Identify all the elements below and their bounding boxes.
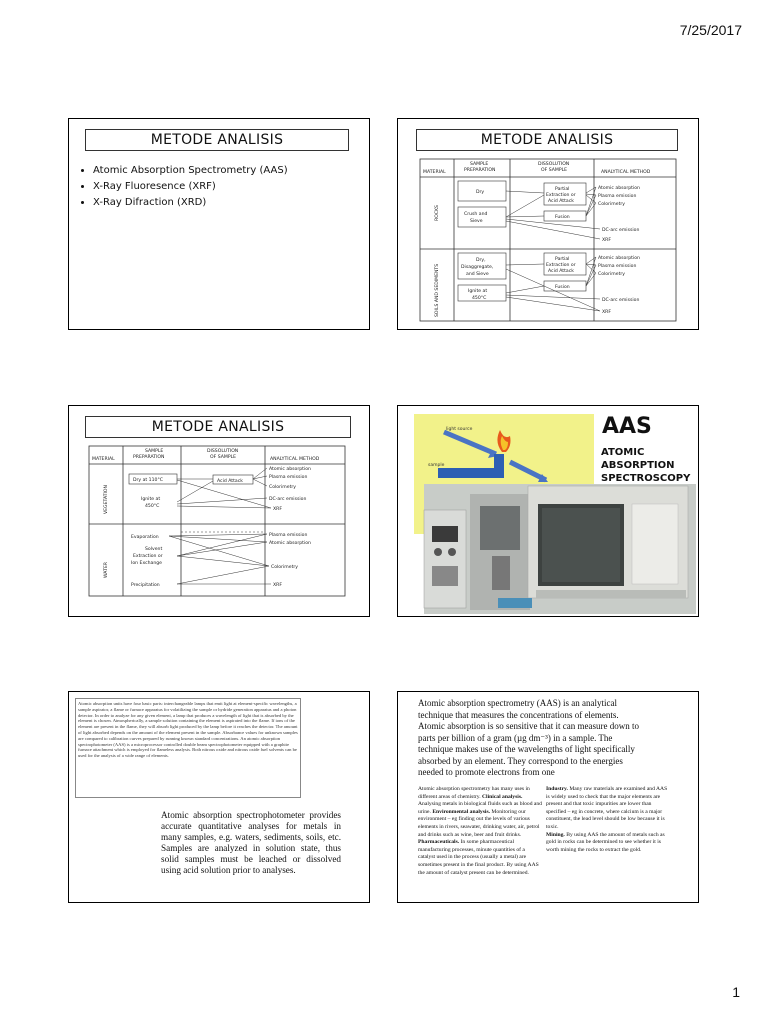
dis-partial3: Acid Attack — [548, 199, 574, 204]
method-color: Colorimetry — [269, 485, 296, 490]
text-clinical: Analysing metals in biological fluids such as blood and urine. — [418, 801, 542, 815]
method-aa: Atomic absorption — [269, 467, 311, 472]
col-header-sample: SAMPLE — [145, 449, 164, 454]
method-aa-2: Atomic absorption — [269, 541, 311, 546]
dis-acid: Acid Attack — [217, 479, 243, 484]
col-header-dissolution: DISSOLUTION — [538, 162, 570, 167]
page-date: 7/25/2017 — [679, 22, 742, 38]
method-dc: DC-arc emission — [269, 497, 307, 502]
prep-precip: Precipitation — [131, 583, 160, 588]
text-industry: Many raw materials are examined and AAS is widely used to check that the major elements are present and that toxic impurities are lower than specified – eg in concrete, where calcium is a major constituent, the lead level should be low because it is toxic. — [546, 786, 668, 830]
method-xrf: XRF — [273, 507, 282, 512]
slide-title: METODE ANALISIS — [416, 129, 678, 151]
method-color-2: Colorimetry — [271, 565, 298, 570]
dis-fusion: Fusion — [555, 215, 570, 220]
slide-main-text: Atomic absorption spectrometry (AAS) is an analytical technique that measures the concentrations of elements. Atomic absorption is so sensitive that it can measure down to parts per billion of a gram (µg dm⁻³) in a sample. The technique makes use of the wavelengths of light specifically absorbed by an element. They correspond to the energies needed to promote electrons from one — [418, 698, 639, 777]
slide-2 — [397, 118, 699, 330]
label-light-source: light source — [446, 427, 473, 432]
heading-pharmaceuticals: Pharmaceuticals. — [418, 839, 460, 846]
dis-fusion-2: Fusion — [555, 285, 570, 290]
slide-1 — [68, 118, 370, 330]
heading-clinical: Clinical analysis. — [482, 793, 523, 800]
text-pharmaceuticals: In some pharmaceutical manufacturing processes, minute quantities of a catalyst used in the process (usually a metal) are sometimes present in the final product. By using AAS the amount of catalyst present can be determined. — [418, 839, 539, 876]
col-header-material: MATERIAL — [92, 457, 115, 462]
left-intro: Atomic absorption spectrometry has many uses in different areas of chemistry. — [418, 786, 530, 800]
slide-title: METODE ANALISIS — [85, 416, 351, 438]
row-label-water: WATER — [104, 562, 109, 578]
col-header-dissolution: DISSOLUTION — [207, 449, 239, 454]
text-environmental: Monitoring our environment – eg finding out the levels of various elements in rivers, seawater, drinking water, air, petrol and drinks such as wine, beer and fruit drinks. — [418, 808, 540, 838]
row-label-vegetation: VEGETATION — [104, 485, 109, 514]
dis-partial-2b: Extraction or — [546, 263, 576, 268]
analysis-flowchart-rocks-soils — [398, 119, 698, 329]
prep-solvent3: Ion Exchange — [131, 561, 162, 566]
slide-6 — [397, 691, 699, 903]
method-dc: DC-arc emission — [602, 228, 640, 233]
prep-ignite2: 450°C — [472, 296, 487, 301]
col-header-sample: SAMPLE — [470, 162, 489, 167]
left-column — [418, 786, 542, 877]
dis-partial-2: Partial — [555, 257, 570, 262]
prep-dry2: Dry, — [476, 258, 486, 263]
prep-ignite: Ignite at — [141, 497, 161, 502]
bullet-list — [79, 163, 288, 211]
method-dc-2: DC-arc emission — [602, 298, 640, 303]
prep-ignite2: 450°C — [145, 504, 160, 509]
method-plasma: Plasma emission — [598, 194, 637, 199]
method-color: Colorimetry — [598, 202, 625, 207]
dis-partial: Partial — [555, 187, 570, 192]
col-header-method: ANALYTICAL METHOD — [601, 170, 651, 175]
page-number: 1 — [732, 984, 740, 1000]
prep-crush2: Sieve — [470, 219, 483, 224]
prep-ignite: Ignite at — [468, 289, 488, 294]
method-xrf: XRF — [602, 238, 611, 243]
aas-schematic-and-instrument — [398, 406, 698, 616]
method-plasma: Plasma emission — [269, 475, 308, 480]
prep-dry2c: and Sieve — [466, 272, 489, 277]
subtitle-line: ATOMIC — [601, 447, 645, 458]
slide-3 — [68, 405, 370, 617]
subtitle-line: ABSORPTION — [601, 460, 675, 471]
dis-partial2: Extraction or — [546, 193, 576, 198]
row-label-soils: SOILS AND SEDIMENTS — [435, 263, 440, 317]
heading-mining: Mining. — [546, 831, 565, 838]
text-mining: By using AAS the amount of metals such as gold in rocks can be determined to see whether it is worth mining the rocks to extract the gold. — [546, 831, 665, 853]
dis-partial-2c: Acid Attack — [548, 269, 574, 274]
label-sample: sample — [428, 463, 445, 468]
col-header-sample2: PREPARATION — [464, 168, 496, 173]
prep-dry: Dry — [476, 190, 485, 195]
prep-dry: Dry at 110°C — [133, 478, 163, 483]
prep-dry2b: Disaggregate, — [461, 265, 494, 270]
right-column — [546, 786, 672, 854]
method-plasma-2: Plasma emission — [598, 264, 637, 269]
scanned-text-block: Atomic absorption units have four basic parts: interchangeable lamps that emit light at element-specific wavelengths, a sample aspirator, a flame or furnace apparatus for volatilizing the sample or hydride generation apparatus and a photon detector. In order to analyze for any given element, a lamp that produces a wavelength of light that is absorbed by the element is chosen. Atmospherically, a sample solution containing the element is aspirated into the flame. If ions of the element are present in the flame, they will absorb light produced by the lamp before it reaches the detector. The amount of light absorbed depends on the amount of the element present in the sample. Absorbance values for unknown samples are compared to calibration curves prepared by running known standard concentrations. An atomic absorption spectrophotometer (AAS) is a microprocessor controlled double beam spectrophotometer equipped with a graphite furnace attachment which is employed for flameless analysis. Both nitrous oxide and nitrous oxide fuel solvents can be used for the analysis of a wide range of elements. — [75, 698, 301, 798]
slide-5 — [68, 691, 370, 903]
method-color-2: Colorimetry — [598, 272, 625, 277]
col-header-sample2: PREPARATION — [133, 455, 165, 460]
method-xrf-2: XRF — [273, 583, 282, 588]
slide-title: METODE ANALISIS — [85, 129, 349, 151]
prep-evap: Evaporation — [131, 535, 159, 540]
prep-solvent2: Extraction or — [133, 554, 163, 559]
analysis-flowchart-vegetation-water — [69, 406, 369, 616]
prep-solvent: Solvent — [145, 547, 163, 552]
row-label-rocks: ROCKS — [435, 205, 440, 221]
prep-crush: Crush and — [464, 212, 488, 217]
method-xrf-2: XRF — [602, 310, 611, 315]
bullet-item: • Atomic Absorption Spectrometry (AAS) — [93, 163, 288, 179]
bullet-item: • X-Ray Fluoresence (XRF) — [93, 179, 288, 195]
slide-paragraph: Atomic absorption spectrophotometer provides accurate quantitative analyses for metals in many samples, e.g. waters, sediments, soils, etc. Samples are analyzed in solution state, thus solid samples must be leached or dissolved using acid solution prior to analyses. — [161, 810, 341, 875]
col-header-dissolution2: OF SAMPLE — [541, 168, 568, 173]
bullet-item: • X-Ray Difraction (XRD) — [93, 195, 288, 211]
method-aa: Atomic absorption — [598, 186, 640, 191]
subtitle-line: SPECTROSCOPY — [601, 473, 691, 484]
col-header-dissolution2: OF SAMPLE — [210, 455, 237, 460]
col-header-method: ANALYTICAL METHOD — [270, 457, 320, 462]
method-aa-2: Atomic absorption — [598, 256, 640, 261]
slide-4 — [397, 405, 699, 617]
slide-subtitle — [601, 446, 690, 485]
heading-environmental: Environmental analysis. — [432, 808, 491, 815]
slide-title: AAS — [602, 414, 652, 439]
col-header-material: MATERIAL — [423, 170, 446, 175]
heading-industry: Industry. — [546, 786, 568, 792]
method-plasma-2: Plasma emission — [269, 533, 308, 538]
